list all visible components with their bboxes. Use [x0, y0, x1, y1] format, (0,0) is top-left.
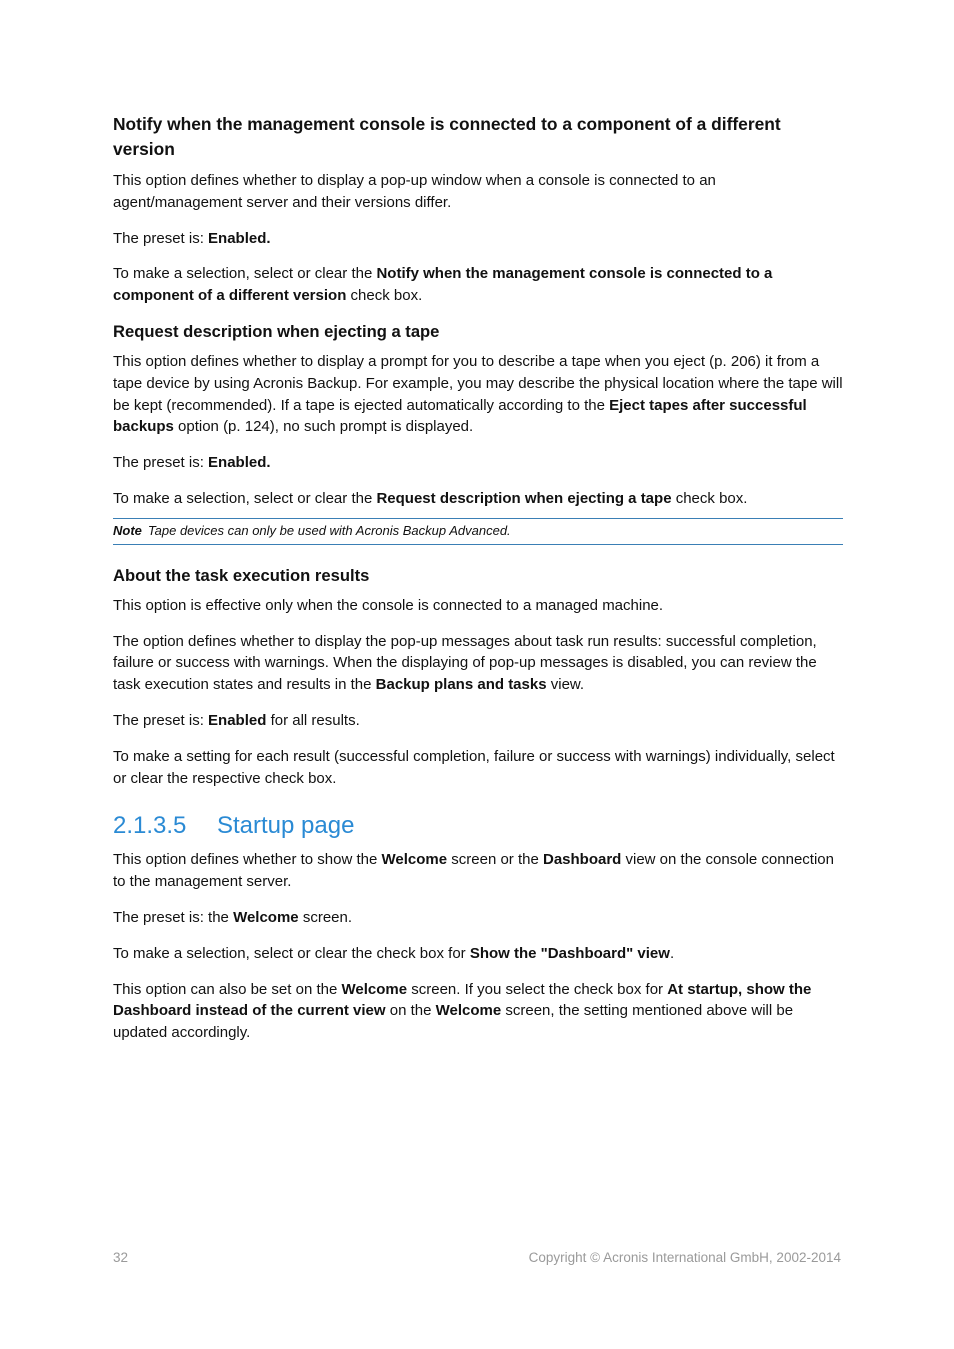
- screen-name: Welcome: [341, 980, 408, 998]
- copyright-notice: Copyright © Acronis International GmbH, 2002-2014: [528, 1250, 841, 1265]
- text: option (p. 124), no such prompt is displayed.: [173, 418, 474, 436]
- paragraph: To make a setting for each result (successful completion, failure or success with warnings) individually, select or clear the respective check box.: [113, 747, 835, 787]
- text: check box.: [346, 287, 423, 305]
- text: view on the console connection to the management server.: [113, 851, 834, 891]
- text: check box.: [671, 489, 748, 507]
- page-number: 32: [113, 1250, 129, 1265]
- section-title: Startup page: [217, 812, 355, 840]
- text: for all results.: [266, 711, 360, 729]
- section-task-results: [113, 565, 843, 790]
- text: This option defines whether to display a prompt for you to describe a tape when you eject (p. 206) it from a tape device by using Acronis Backup. For example, you may describe the physical location where the tape will be kept (recommended). If a tape is ejected automatically according to the: [113, 352, 843, 414]
- text: This option defines whether to show the: [113, 851, 382, 869]
- text: view.: [546, 676, 585, 694]
- text: The option defines whether to display the pop-up messages about task run results: successful completion, failure or success with warnings. When the displaying of pop-up messages is disabled, you can review the task execution states and results in the: [113, 632, 817, 694]
- page-footer: [113, 1250, 841, 1270]
- text: .: [669, 944, 675, 962]
- text: on the: [385, 1002, 436, 1020]
- selection-paragraph: [113, 263, 843, 307]
- preset-paragraph: [113, 710, 843, 732]
- preset-label: The preset is:: [113, 229, 209, 247]
- section-heading: About the task execution results: [113, 565, 370, 585]
- paragraph: [113, 351, 843, 438]
- preset-value: Enabled: [208, 711, 267, 729]
- section-heading: Request description when ejecting a tape: [113, 321, 440, 341]
- text: screen, the setting mentioned above will be updated accordingly.: [113, 1002, 794, 1042]
- preset-label: The preset is:: [113, 711, 209, 729]
- text: screen or the: [447, 851, 543, 869]
- selection-paragraph: [113, 943, 843, 965]
- view-name: Backup plans and tasks: [375, 676, 547, 694]
- section-startup-page: [113, 811, 843, 1044]
- paragraph: This option is effective only when the console is connected to a managed machine.: [113, 596, 664, 614]
- text: screen.: [298, 908, 353, 926]
- preset-paragraph: [113, 907, 843, 929]
- note-label: Note: [113, 522, 142, 538]
- note-text: Tape devices can only be used with Acronis Backup Advanced.: [147, 522, 511, 538]
- option-name: Notify when the management console is connected to a component of a different version: [113, 265, 773, 305]
- view-name: Dashboard: [542, 851, 622, 869]
- text: To make a selection, select or clear the check box for: [113, 944, 470, 962]
- option-name: At startup, show the Dashboard instead of the current view: [113, 980, 812, 1020]
- option-name: Request description when ejecting a tape: [376, 489, 672, 507]
- paragraph: [113, 979, 843, 1044]
- paragraph: [113, 631, 843, 696]
- preset-paragraph: [113, 228, 843, 250]
- option-name: Eject tapes after successful backups: [113, 396, 807, 436]
- document-page: [113, 112, 843, 1058]
- preset-label: The preset is:: [113, 454, 209, 472]
- section-notify-version: [113, 112, 843, 307]
- option-name: Show the "Dashboard" view: [469, 944, 670, 962]
- section-request-description: [113, 321, 843, 545]
- chapter-heading: [113, 811, 843, 841]
- text: The preset is: the: [113, 908, 234, 926]
- selection-paragraph: [113, 488, 843, 510]
- preset-paragraph: [113, 452, 843, 474]
- paragraph: This option defines whether to display a pop-up window when a console is connected to an agent/management server and their versions differ.: [113, 172, 716, 211]
- screen-name: Welcome: [381, 851, 448, 869]
- text: To make a selection, select or clear the: [113, 265, 377, 283]
- text: This option can also be set on the: [113, 980, 342, 998]
- text: To make a selection, select or clear the: [113, 489, 377, 507]
- screen-name: Welcome: [233, 908, 299, 926]
- screen-name: Welcome: [435, 1002, 502, 1020]
- preset-value: Enabled.: [208, 454, 271, 472]
- text: screen. If you select the check box for: [407, 980, 668, 998]
- section-heading: Notify when the management console is connected to a component of a different version: [113, 114, 781, 159]
- preset-value: Enabled.: [208, 229, 271, 247]
- note-box: [113, 518, 843, 545]
- section-number: 2.1.3.5: [113, 812, 187, 840]
- paragraph: [113, 849, 843, 893]
